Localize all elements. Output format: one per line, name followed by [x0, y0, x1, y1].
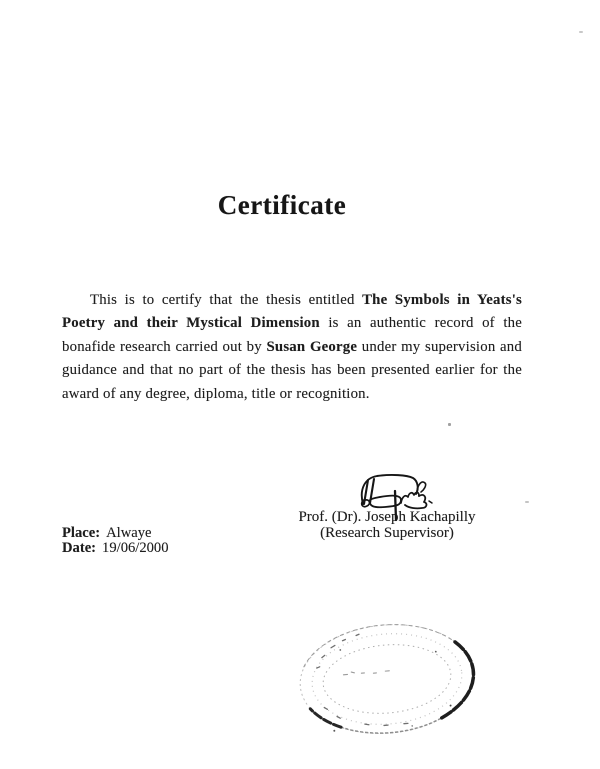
paragraph-line	[62, 359, 522, 382]
paragraph-line	[62, 289, 522, 312]
paragraph-text: under my supervision and	[357, 338, 522, 355]
scan-speck	[579, 31, 583, 33]
signature-scribble-icon	[345, 467, 445, 529]
certificate-body-paragraph	[62, 289, 522, 406]
paragraph-bold-text: The Symbols in Yeats's	[362, 292, 522, 308]
paragraph-text: bonafide research carried out by	[62, 338, 267, 355]
paragraph-bold-text: Susan George	[266, 338, 358, 355]
supervisor-name: Prof. (Dr). Joseph Kachapilly	[298, 509, 476, 525]
oval-seal-stamp-icon	[288, 616, 488, 758]
date-line	[62, 541, 169, 556]
paragraph-text: is an authentic record of the	[319, 315, 523, 332]
certificate-title: Certificate	[217, 190, 347, 220]
paragraph-line	[62, 336, 522, 359]
paragraph-text: award of any degree, diploma, title or recognition.	[62, 385, 370, 402]
supervisor-role: (Research Supervisor)	[320, 525, 454, 541]
scan-speck	[448, 423, 451, 426]
place-line	[62, 526, 169, 541]
paragraph-line	[62, 383, 522, 406]
paragraph-text: guidance and that no part of the thesis has been presented earlier for the	[62, 362, 522, 379]
supervisor-signature-block	[287, 467, 487, 541]
scan-speck	[525, 501, 529, 503]
paragraph-text: This is to certify that the thesis entitled	[90, 292, 363, 308]
paragraph-line	[62, 312, 522, 335]
date-value: 19/06/2000	[102, 540, 169, 557]
paragraph-bold-text: Poetry and their Mystical Dimension	[62, 315, 320, 332]
place-date-block	[62, 526, 169, 557]
place-value: Alwaye	[106, 525, 152, 541]
date-label: Date:	[62, 540, 97, 557]
place-label: Place:	[62, 525, 101, 541]
